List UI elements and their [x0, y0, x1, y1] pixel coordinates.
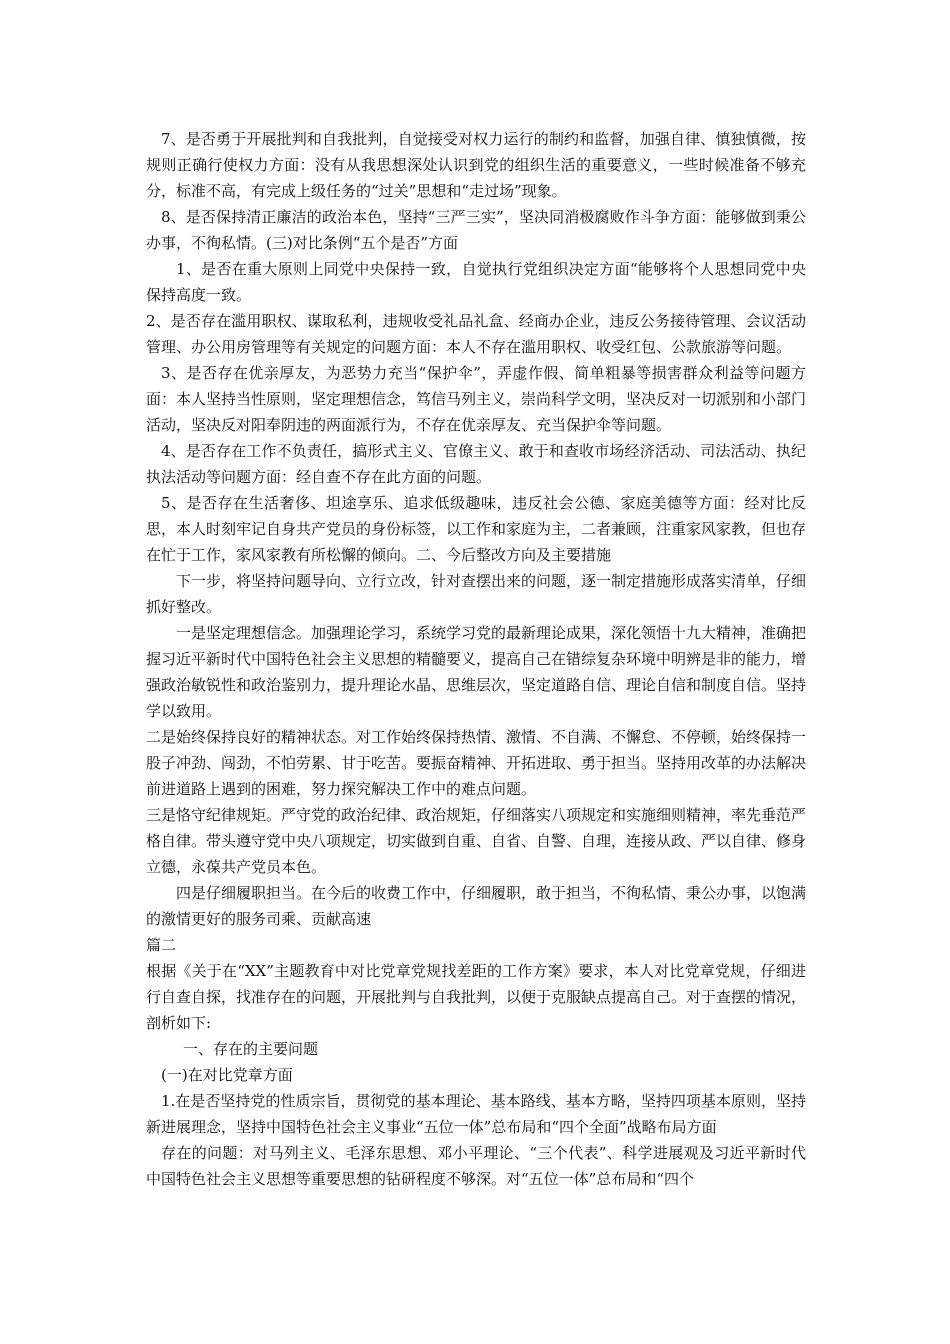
paragraph-five-whether-5: 5、是否存在生活奢侈、坦途享乐、追求低级趣味，违反社会公德、家庭美德等方面：经对比反思，本人时刻牢记自身共产党员的身份标签，以工作和家庭为主，二者兼顾，注重家风家教，但也存在忙于工作，家风家教有所松懈的倾向。二、今后整改方向及主要措施 [146, 494, 807, 564]
paragraph-8: 8、是否保持清正廉洁的政治本色，坚持“三严三实”，坚决同消极腐败作斗争方面：能够做到秉公办事，不徇私情。(三)对比条例“五个是否”方面 [146, 208, 806, 252]
paragraph-next-step: 下一步，将坚持问题导向、立行立改，针对查摆出来的问题，逐一制定措施形成落实清单，仔细抓好整改。 [146, 572, 807, 616]
heading-main-problems: 一、存在的主要问题 [183, 1040, 319, 1058]
paragraph-measure-1: 一是坚定理想信念。加强理论学习，系统学习党的最新理论成果，深化领悟十九大精神，准确把握习近平新时代中国特色社会主义思想的精髓要义，提高自己在错综复杂环境中明辨是非的能力，增强政治敏锐性和政治鉴别力，提升理论水晶、思维层次，坚定道路自信、理论自信和制度自信。坚持学以致用。 [146, 624, 807, 720]
paragraph-five-whether-4: 4、是否存在工作不负责任，搞形式主义、官僚主义、敢于和查收市场经济活动、司法活动、执纪执法活动等问题方面：经自查不存在此方面的问题。 [146, 442, 806, 486]
heading-party-constitution: (一)在对比党章方面 [161, 1066, 293, 1084]
section-heading-part-two: 篇二 [146, 936, 177, 954]
paragraph-7: 7、是否勇于开展批判和自我批判，自觉接受对权力运行的制约和监督，加强自律、慎独慎微，按规则正确行使权力方面：没有从我思想深处认识到党的组织生活的重要意义，一些时候准备不够充分，标准不高，有完成上级任务的“过关”思想和“走过场”现象。 [146, 130, 806, 200]
paragraph-five-whether-2: 2、是否存在滥用职权、谋取私利，违规收受礼品礼盒、经商办企业，违反公务接待管理、会议活动管理、办公用房管理等有关规定的问题方面：本人不存在滥用职权、收受红包、公款旅游等问题。 [146, 312, 806, 356]
document-body [146, 126, 806, 1192]
paragraph-five-whether-3: 3、是否存在优亲厚友，为恶势力充当“保护伞”，弄虚作假、简单粗暴等损害群众利益等问题方面：本人坚持当性原则，坚定理想信念，笃信马列主义，崇尚科学文明，坚决反对一切派别和小部门活动，坚决反对阳奉阴违的两面派行为，不存在优亲厚友、充当保护伞等问题。 [146, 364, 807, 434]
paragraph-measure-3: 三是恪守纪律规矩。严守党的政治纪律、政治规矩，仔细落实八项规定和实施细则精神，率先垂范严格自律。带头遵守党中央八项规定，切实做到自重、自省、自警、自理，连接从政、严以自律、修身立德，永葆共产党员本色。 [146, 806, 807, 876]
paragraph-measure-2: 二是始终保持良好的精神状态。对工作始终保持热情、激情、不自满、不懈怠、不停顿，始终保持一股子冲劲、闯劲，不怕劳累、甘于吃苦。要振奋精神、开拓进取、勇于担当。坚持用改革的办法解决前进道路上遇到的困难，努力探究解决工作中的难点问题。 [146, 728, 807, 798]
paragraph-intro: 根据《关于在“XX”主题教育中对比党章党规找差距的工作方案》要求，本人对比党章党规，仔细进行自查自探，找准存在的问题，开展批判与自我批判，以便于克服缺点提高自己。对于查摆的情况，剖析如下: [146, 962, 807, 1032]
paragraph-five-whether-1: 1、是否在重大原则上同党中央保持一致，自觉执行党组织决定方面“能够将个人思想同党中央保持高度一致。 [146, 260, 806, 304]
paragraph-measure-4: 四是仔细履职担当。在今后的收费工作中，仔细履职，敢于担当，不徇私情、秉公办事，以饱满的激情更好的服务司乘、贡献高速 [146, 884, 807, 928]
paragraph-item-1: 1.在是否坚持党的性质宗旨，贯彻党的基本理论、基本路线、基本方略，坚持四项基本原则，坚持新进展理念，坚持中国特色社会主义事业“五位一体”总布局和“四个全面”战略布局方面 [146, 1092, 806, 1136]
paragraph-existing-problems: 存在的问题：对马列主义、毛泽东思想、邓小平理论、“三个代表”、科学进展观及习近平新时代中国特色社会主义思想等重要思想的钻研程度不够深。对“五位一体”总布局和“四个 [146, 1144, 806, 1188]
